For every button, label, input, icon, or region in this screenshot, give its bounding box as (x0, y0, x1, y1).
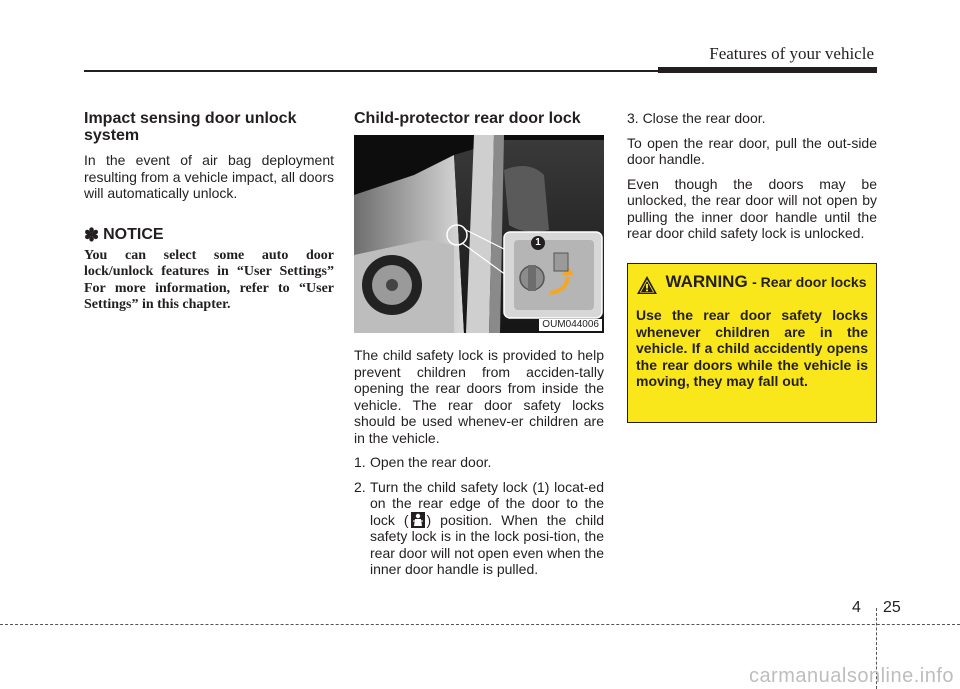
figure-label: OUM044006 (539, 319, 602, 331)
footer-rule (0, 624, 960, 625)
column-child-lock (354, 110, 604, 586)
step-text-before: Turn the child safety lock (1) locat-ed on the rear edge of the door to the lock ( (370, 478, 604, 528)
warning-heading (636, 274, 868, 295)
warning-word: WARNING (665, 272, 748, 291)
child-lock-icon (411, 512, 425, 528)
child-lock-paragraph: The child safety lock is provided to help prevent children from acciden-tally opening the rear doors from inside the vehicle. The rear door safety locks should be used whenev-er children are in the vehicle. (354, 347, 604, 446)
header-rule-bold (658, 67, 877, 73)
list-item (354, 454, 604, 471)
step-text-after: ) position. When the child safety lock is in the lock posi-tion, the rear door will not open even when the inner door handle is pulled. (370, 511, 604, 577)
warning-subtitle: - Rear door locks (752, 274, 867, 290)
impact-unlock-paragraph: In the event of air bag deployment resulting from a vehicle impact, all doors will automatically unlock. (84, 152, 334, 201)
step-number: 2. (354, 478, 366, 495)
section-heading-impact-unlock: Impact sensing door unlock system (84, 110, 297, 144)
step-number: 1. (354, 454, 366, 470)
notice-star-icon: ✽ (84, 224, 100, 245)
page-number: 25 (883, 599, 901, 616)
column-continued (627, 110, 877, 250)
chapter-number: 4 (852, 599, 861, 616)
header-rule (84, 70, 658, 72)
open-door-paragraph: To open the rear door, pull the out-side door handle. (627, 134, 877, 167)
notice-text: You can select some auto door lock/unlock features in “User Settings” For more information, refer to “User Settings” in this chapter. (84, 247, 334, 312)
watermark: carmanualsonline.info (748, 665, 954, 687)
step-text (370, 479, 604, 578)
unlock-note-paragraph: Even though the doors may be unlocked, the rear door will not open by pulling the inner door handle until the rear door child safety lock is unlocked. (627, 175, 877, 241)
list-item (354, 479, 604, 578)
warning-box (627, 263, 877, 423)
section-heading-child-lock: Child-protector rear door lock (354, 110, 581, 127)
warning-triangle-icon (636, 275, 658, 295)
warning-title (664, 274, 868, 291)
warning-text: Use the rear door safety locks whenever children are in the vehicle. If a child accidently opens the rear doors while the vehicle is moving, they may fall out. (636, 307, 868, 389)
column-impact-unlock (84, 110, 334, 314)
step-text: Open the rear door. (370, 454, 492, 470)
notice-label: NOTICE (103, 225, 164, 243)
step-three: 3. Close the rear door. (627, 110, 766, 126)
header-title: Features of your vehicle (709, 44, 874, 63)
child-lock-steps (354, 454, 604, 578)
callout-number: 1 (535, 237, 541, 248)
child-lock-illustration (354, 135, 604, 333)
notice-heading (84, 226, 334, 244)
car-door-image (354, 135, 604, 333)
